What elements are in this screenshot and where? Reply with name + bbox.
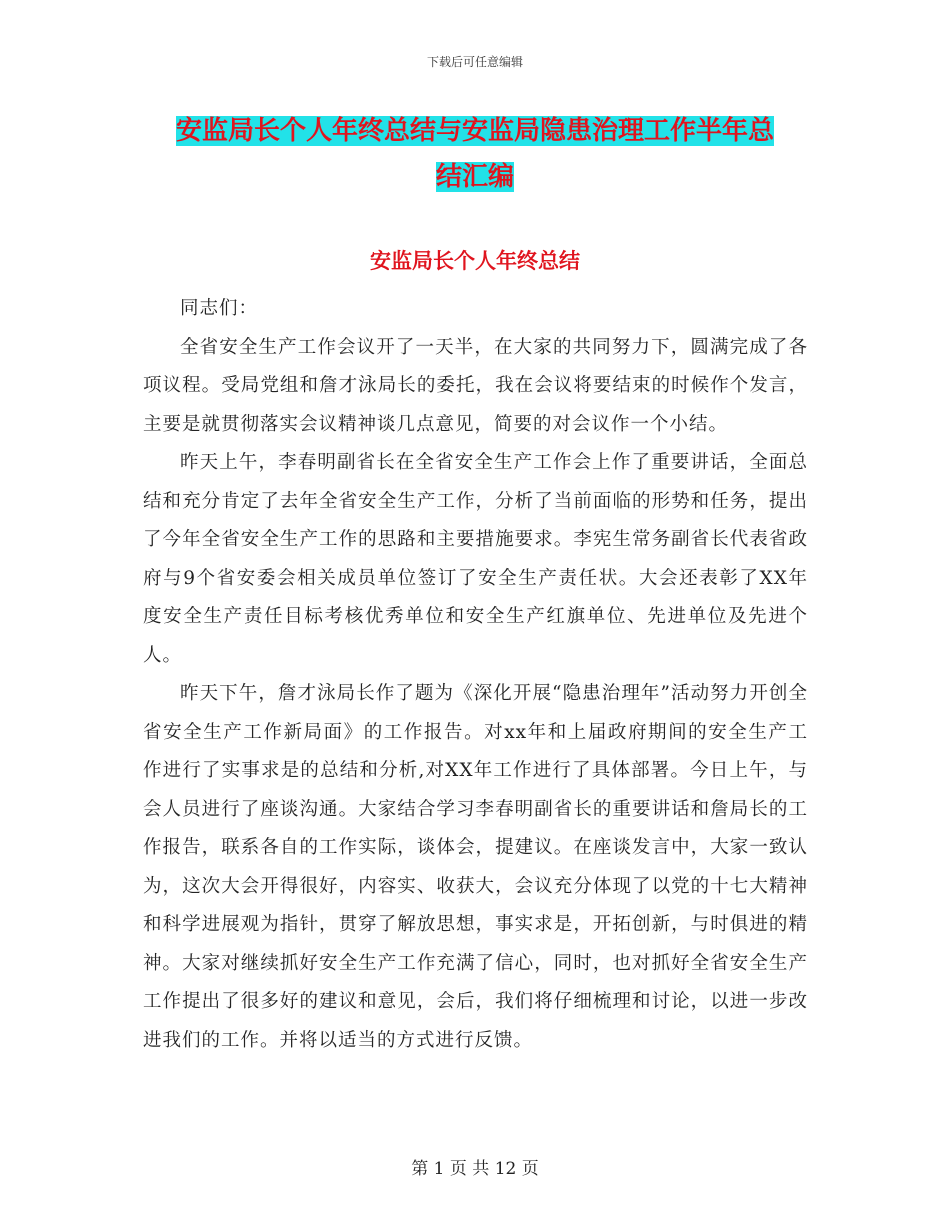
document-title-line-2: 结汇编 bbox=[435, 162, 514, 192]
paragraph: 昨天上午，李春明副省长在全省安全生产工作会上作了重要讲话，全面总结和充分肯定了去年全省安全生产工作，分析了当前面临的形势和任务，提出了今年全省安全生产工作的思路和主要措施要求。李宪生常务副省长代表省政府与9个省安委会相关成员单位签订了安全生产责任状。大会还表彰了XX年度安全生产责任目标考核优秀单位和安全生产红旗单位、先进单位及先进个人。 bbox=[143, 452, 808, 666]
section-title: 安监局长个人年终总结 bbox=[370, 249, 580, 273]
document-title-line-1: 安监局长个人年终总结与安监局隐患治理工作半年总 bbox=[175, 116, 774, 146]
page-header-note: 下载后可任意编辑 bbox=[426, 55, 523, 69]
paragraph: 全省安全生产工作会议开了一天半，在大家的共同努力下，圆满完成了各项议程。受局党组和詹才泳局长的委托，我在会议将要结束的时候作个发言，主要是就贯彻落实会议精神谈几点意见，简要的对会议作一个小结。 bbox=[143, 336, 808, 435]
salutation: 同志们： bbox=[180, 298, 259, 319]
page-number-footer: 第 1 页 共 12 页 bbox=[411, 1159, 539, 1179]
document-body bbox=[143, 290, 808, 1060]
paragraph: 昨天下午，詹才泳局长作了题为《深化开展“隐患治理年”活动努力开创全省安全生产工作新局面》的工作报告。对xx年和上届政府期间的安全生产工作进行了实事求是的总结和分析,对XX年工作进行了具体部署。今日上午，与会人员进行了座谈沟通。大家结合学习李春明副省长的重要讲话和詹局长的工作报告，联系各自的工作实际，谈体会，提建议。在座谈发言中，大家一致认为，这次大会开得很好，内容实、收获大，会议充分体现了以党的十七大精神和科学进展观为指针，贯穿了解放思想，事实求是，开拓创新，与时俱进的精神。大家对继续抓好安全生产工作充满了信心，同时，也对抓好全省安全生产工作提出了很多好的建议和意见，会后，我们将仔细梳理和讨论，以进一步改进我们的工作。并将以适当的方式进行反馈。 bbox=[143, 683, 808, 1051]
document-title bbox=[140, 108, 810, 200]
